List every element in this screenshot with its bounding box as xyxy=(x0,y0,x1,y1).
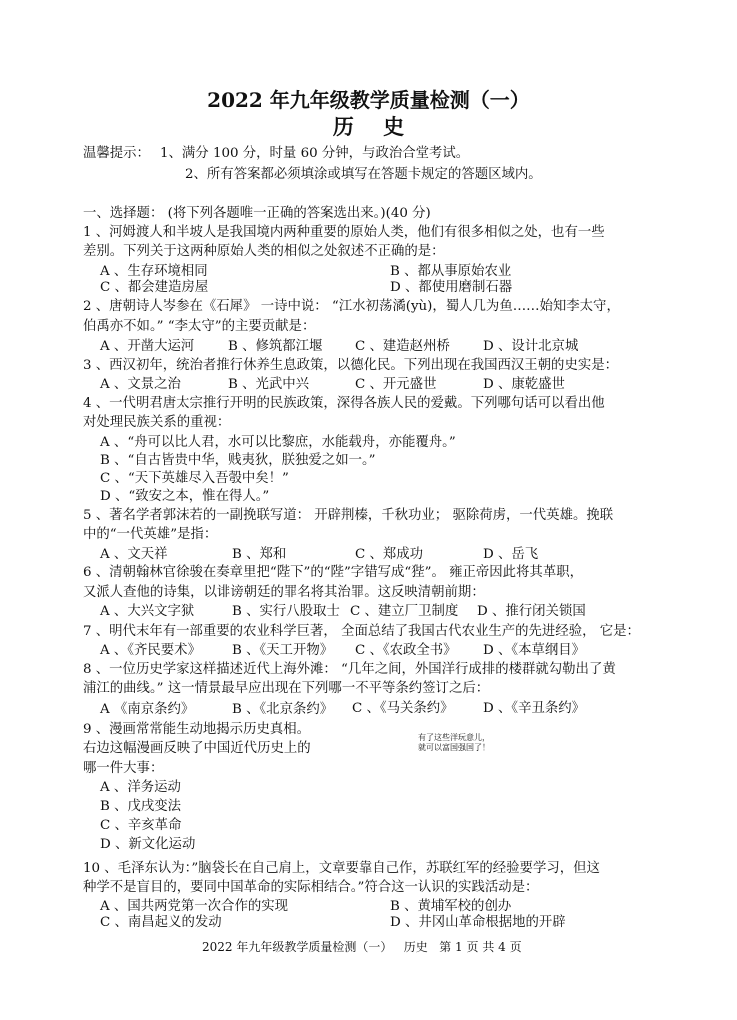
question-10-option-a: A 、国共两党第一次合作的实现 xyxy=(100,899,289,914)
question-5-option-d: D 、岳飞 xyxy=(483,547,539,562)
cartoon-caption-line-1: 有了这些洋玩意儿， xyxy=(418,733,490,742)
question-9-option-b: B 、戊戌变法 xyxy=(100,799,182,814)
question-4-option-a: A 、“舟可以比人君，水可以比黎庶，水能载舟，亦能覆舟。” xyxy=(100,435,456,450)
question-4-option-c: C 、“天下英雄尽入吾彀中矣！” xyxy=(100,471,289,486)
question-6-option-b: B 、实行八股取士 xyxy=(232,604,340,619)
question-8-option-c: C 、《马关条约》 xyxy=(352,701,454,716)
question-3-option-c: C 、开元盛世 xyxy=(355,377,437,392)
question-7-option-d: D 、《本草纲目》 xyxy=(483,643,586,658)
question-6-option-c: C 、建立厂卫制度 xyxy=(350,604,459,619)
question-1-option-a: A 、生存环境相同 xyxy=(100,264,208,279)
question-2-option-a: A 、开凿大运河 xyxy=(100,339,195,354)
question-9-line-3: 哪一件大事： xyxy=(83,761,164,776)
tips-label: 温馨提示： xyxy=(83,146,150,161)
question-1-option-d: D 、都使用磨制石器 xyxy=(390,280,513,295)
question-2-line-1: 2 、唐朝诗人岑参在《石犀》 一诗中说： “江水初荡潏(yù)，蜀人几为鱼……始知李太守， xyxy=(83,299,620,314)
question-8-option-d: D 、《辛丑条约》 xyxy=(483,701,586,716)
question-2-option-d: D 、设计北京城 xyxy=(483,339,579,354)
question-8-option-b: B 、《北京条约》 xyxy=(232,702,334,717)
exam-title: 2022 年九年级教学质量检测（一） xyxy=(207,88,530,112)
question-6-line-2: 又派人查他的诗集，以诽谤朝廷的罪名将其治罪。这反映清朝前期： xyxy=(83,585,485,600)
question-3-option-d: D 、康乾盛世 xyxy=(483,377,565,392)
question-10-line-1: 10 、毛泽东认为：”脑袋长在自己肩上，文章要靠自己作，苏联红军的经验要学习，但这 xyxy=(83,861,600,876)
tips-line-2: 2、所有答案都必须填涂或填写在答题卡规定的答题区域内。 xyxy=(185,167,542,182)
question-9-line-1: 9 、漫画常常能生动地揭示历史真相。 xyxy=(83,722,311,737)
question-7-line-1: 7 、明代末年有一部重要的农业科学巨著， 全面总结了我国古代农业生产的先进经验， 它是： xyxy=(83,624,640,639)
question-5-line-2: 中的“一代英雄”是指： xyxy=(83,527,218,542)
cartoon-caption-line-2: 就可以富国强国了！ xyxy=(418,743,490,752)
question-3-option-b: B 、光武中兴 xyxy=(228,377,310,392)
question-7-option-b: B 、《天工开物》 xyxy=(232,643,334,658)
cartoon-caption xyxy=(418,733,490,753)
question-1-option-c: C 、都会建造房屋 xyxy=(100,280,209,295)
question-3-line-1: 3 、西汉初年，统治者推行休养生息政策，以德化民。下列出现在我国西汉王朝的史实是： xyxy=(83,358,619,373)
question-5-option-c: C 、郑成功 xyxy=(355,547,424,562)
tips-line-1: 1、满分 100 分，时量 60 分钟，与政治合堂考试。 xyxy=(160,146,470,161)
question-8-option-a: A 《南京条约》 xyxy=(100,702,195,717)
question-6-option-a: A 、大兴文字狱 xyxy=(100,604,195,619)
question-4-line-2: 对处理民族关系的重视： xyxy=(83,415,231,430)
question-5-option-a: A 、文天祥 xyxy=(100,547,168,562)
question-9-option-d: D 、新文化运动 xyxy=(100,837,196,852)
section-heading: 一、选择题： (将下列各题唯一正确的答案选出来。)(40 分) xyxy=(83,206,431,221)
subject-title: 历 史 xyxy=(332,114,405,139)
question-1-option-b: B 、都从事原始农业 xyxy=(390,264,512,279)
question-10-option-c: C 、南昌起义的发动 xyxy=(100,915,222,930)
question-10-option-b: B 、黄埔军校的创办 xyxy=(390,899,512,914)
question-5-line-1: 5 、著名学者郭沫若的一副挽联写道： 开辟荆榛，千秋功业； 驱除荷虏，一代英雄。挽联 xyxy=(83,508,614,523)
question-10-option-d: D 、井冈山革命根据地的开辟 xyxy=(390,915,566,930)
question-8-line-2: 浦江的曲线。” 这一情景最早应出现在下列哪一不平等条约签订之后： xyxy=(83,681,490,696)
question-9-line-2: 右边这幅漫画反映了中国近代历史上的 xyxy=(83,741,311,756)
question-4-line-1: 4 、一代明君唐太宗推行开明的民族政策，深得各族人民的爱戴。下列哪句话可以看出他 xyxy=(83,396,605,411)
question-2-option-c: C 、建造赵州桥 xyxy=(355,339,450,354)
question-4-option-b: B 、“自古皆贵中华，贱夷狄，朕独爱之如一。” xyxy=(100,453,376,468)
question-6-option-d: D 、推行闭关锁国 xyxy=(477,604,586,619)
question-1-line-2: 差别。下列关于这两种原始人类的相似之处叙述不正确的是： xyxy=(83,244,445,259)
question-2-option-b: B 、修筑都江堰 xyxy=(228,339,323,354)
question-7-option-a: A 、《齐民要术》 xyxy=(100,643,201,658)
question-7-option-c: C 、《农政全书》 xyxy=(355,643,457,658)
question-3-option-a: A 、文景之治 xyxy=(100,377,181,392)
question-9-option-a: A 、洋务运动 xyxy=(100,780,181,795)
question-6-line-1: 6 、清朝翰林官徐骏在奏章里把“陛下”的“陛”字错写成“狴”。 雍正帝因此将其革职， xyxy=(83,565,583,580)
question-5-option-b: B 、郑和 xyxy=(232,547,287,562)
question-4-option-d: D 、“致安之本，惟在得人。” xyxy=(100,489,270,504)
question-10-line-2: 种学不是盲目的，要同中国革命的实际相结合。”符合这一认识的实践活动是： xyxy=(83,880,539,895)
question-2-line-2: 伯禹亦不如。” “李太守”的主要贡献是： xyxy=(83,319,316,334)
page-footer: 2022 年九年级教学质量检测（一） 历史 第 1 页 共 4 页 xyxy=(202,940,522,954)
question-8-line-1: 8 、一位历史学家这样描述近代上海外滩： “几年之间，外国洋行成排的楼群就勾勒出了黄 xyxy=(83,662,616,677)
question-9-option-c: C 、辛亥革命 xyxy=(100,818,182,833)
question-1-line-1: 1 、河姆渡人和半坡人是我国境内两种重要的原始人类，他们有很多相似之处，也有一些 xyxy=(83,225,605,240)
